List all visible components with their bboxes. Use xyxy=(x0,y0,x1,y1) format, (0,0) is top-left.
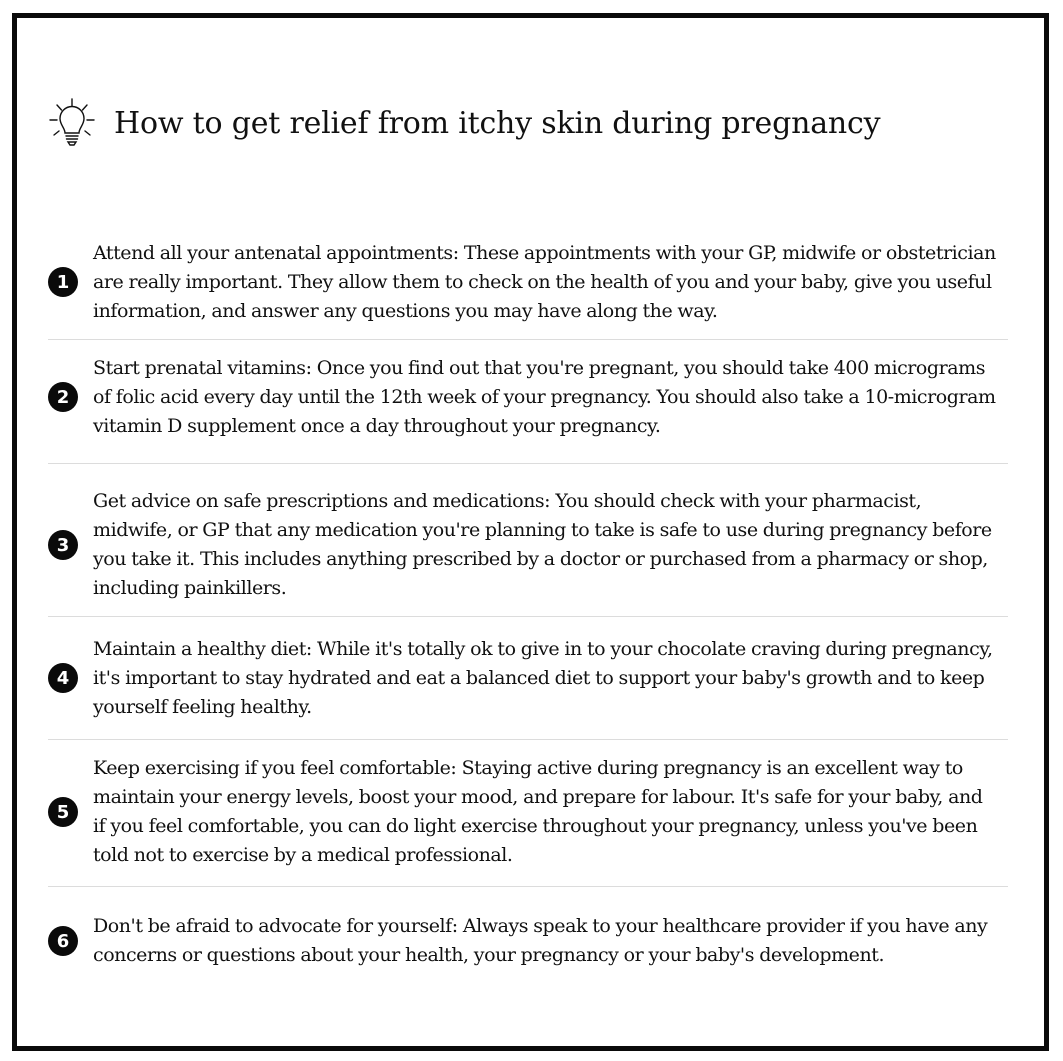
item-text: Get advice on safe prescriptions and medications: You should check with your pharmacist, midwife, or GP that any medication you're planning to take is safe to use during pregnancy before you take it. This includes anything prescribed by a doctor or purchased from a pharmacy or shop, including painkillers. xyxy=(93,490,992,599)
number-badge: 4 xyxy=(48,663,78,693)
number-badge: 3 xyxy=(48,530,78,560)
list-item xyxy=(48,633,1008,723)
list-item xyxy=(48,910,1008,972)
page-title: How to get relief from itchy skin during pregnancy xyxy=(114,105,881,141)
item-text: Keep exercising if you feel comfortable: Staying active during pregnancy is an excellent way to maintain your energy levels, boost your mood, and prepare for labour. It's safe for your baby, and if you feel comfortable, you can do light exercise throughout your pregnancy, unless you've been told not to exercise by a medical professional. xyxy=(93,757,983,866)
list-item xyxy=(48,485,1008,605)
number-badge: 2 xyxy=(48,382,78,412)
number-badge: 6 xyxy=(48,926,78,956)
divider xyxy=(48,463,1008,464)
list-item xyxy=(48,237,1008,327)
item-text: Maintain a healthy diet: While it's totally ok to give in to your chocolate craving during pregnancy, it's important to stay hydrated and eat a balanced diet to support your baby's growth and to keep yourself feeling healthy. xyxy=(93,637,993,718)
divider xyxy=(48,886,1008,887)
item-text: Start prenatal vitamins: Once you find out that you're pregnant, you should take 400 micrograms of folic acid every day until the 12th week of your pregnancy. You should also take a 10-microgram vitamin D supplement once a day throughout your pregnancy. xyxy=(93,356,996,437)
item-text: Attend all your antenatal appointments: These appointments with your GP, midwife or obstetrician are really important. They allow them to check on the health of you and your baby, give you useful information, and answer any questions you may have along the way. xyxy=(93,241,996,322)
divider xyxy=(48,339,1008,340)
divider xyxy=(48,739,1008,740)
list-item xyxy=(48,752,1008,872)
list-item xyxy=(48,352,1008,442)
number-badge: 5 xyxy=(48,797,78,827)
item-text: Don't be afraid to advocate for yourself: Always speak to your healthcare provider if you have any concerns or questions about your health, your pregnancy or your baby's development. xyxy=(93,915,988,966)
number-badge: 1 xyxy=(48,267,78,297)
divider xyxy=(48,616,1008,617)
